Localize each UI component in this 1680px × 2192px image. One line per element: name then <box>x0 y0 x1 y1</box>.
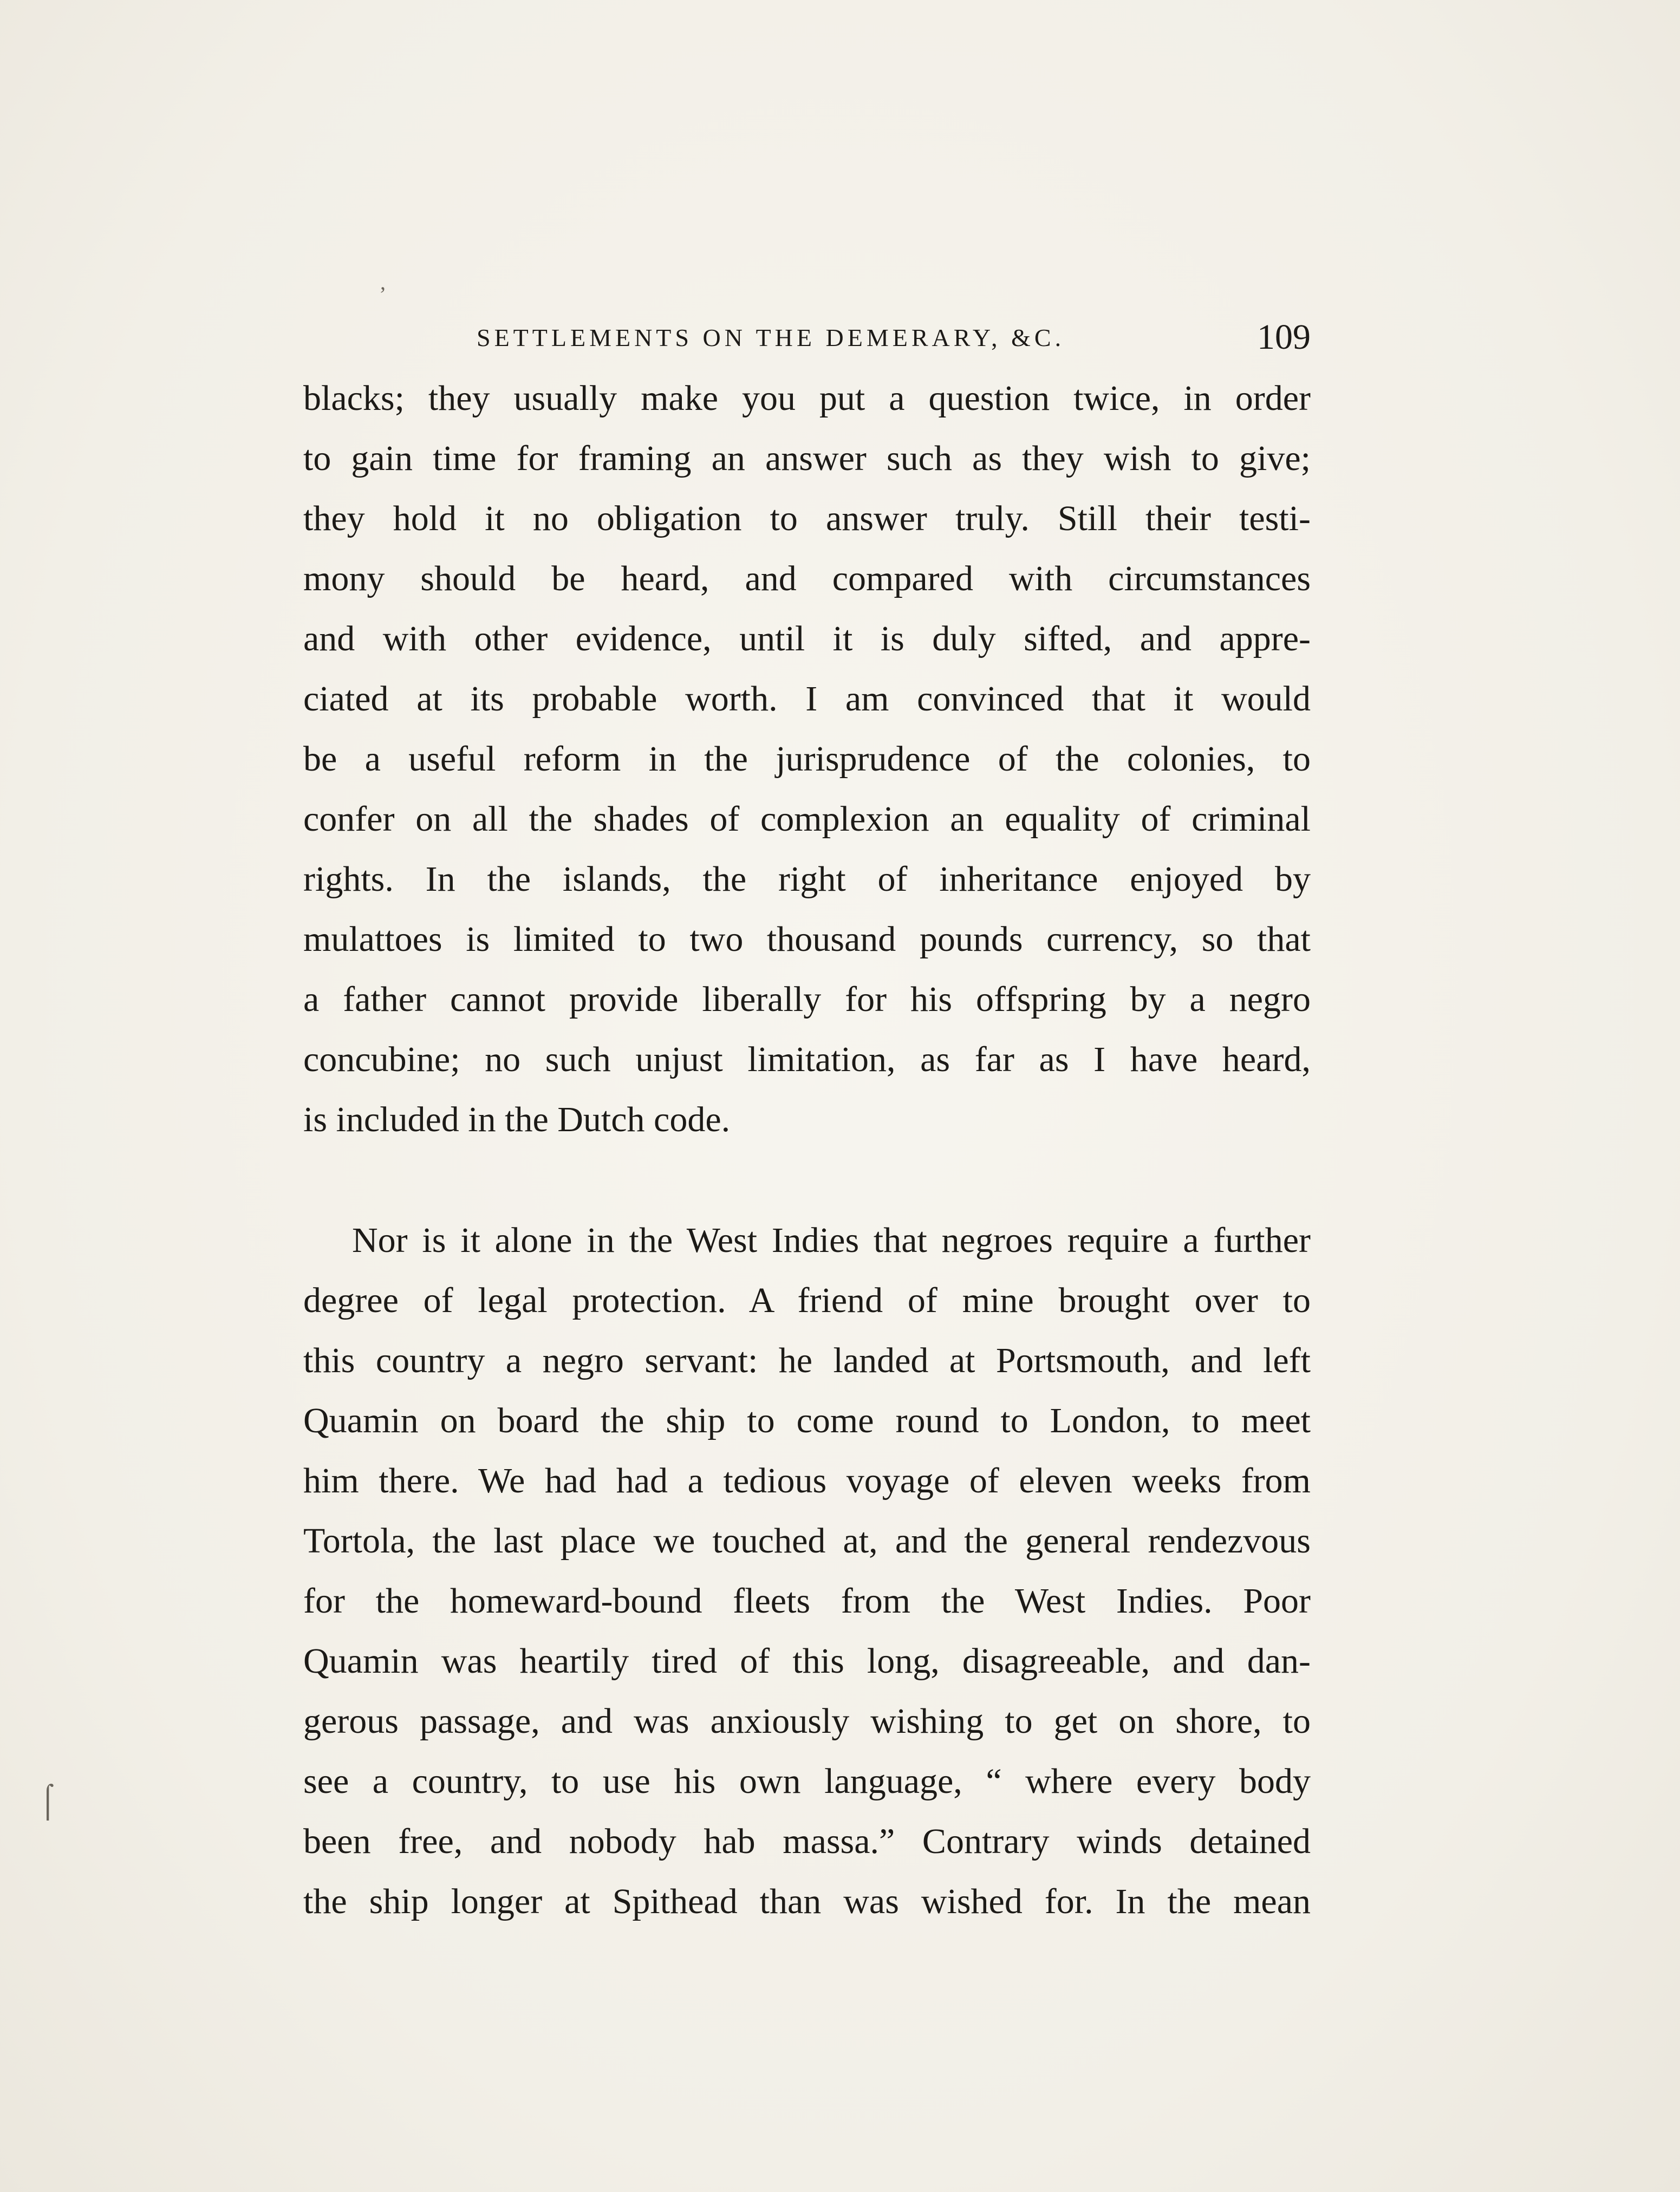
text-line: degree of legal protection. A friend of mine brought over to <box>303 1281 1311 1320</box>
paper-mark: ⌠ <box>38 1782 58 1818</box>
text-line: Nor is it alone in the West Indies that negroes require a further <box>352 1221 1311 1260</box>
text-line: Tortola, the last place we touched at, and the general rendezvous <box>303 1521 1311 1561</box>
text-line: been free, and nobody hab massa.” Contrary winds detained <box>303 1822 1311 1861</box>
text-line: and with other evidence, until it is duly sifted, and appre- <box>303 619 1311 658</box>
text-line: for the homeward-bound fleets from the West Indies. Poor <box>303 1581 1311 1621</box>
text-line: gerous passage, and was anxiously wishing to get on shore, to <box>303 1701 1311 1741</box>
paper-speck: ’ <box>379 282 387 306</box>
text-line: concubine; no such unjust limitation, as far as I have heard, <box>303 1040 1311 1079</box>
text-line: the ship longer at Spithead than was wished for. In the mean <box>303 1882 1311 1921</box>
text-line: confer on all the shades of complexion an equality of criminal <box>303 799 1311 839</box>
text-line: Quamin was heartily tired of this long, disagreeable, and dan- <box>303 1641 1311 1681</box>
text-line: rights. In the islands, the right of inheritance enjoyed by <box>303 859 1311 899</box>
text-line: this country a negro servant: he landed at Portsmouth, and left <box>303 1341 1311 1380</box>
text-line: him there. We had had a tedious voyage of eleven weeks from <box>303 1461 1311 1501</box>
text-line: is included in the Dutch code. <box>303 1100 731 1139</box>
text-line: to gain time for framing an answer such as they wish to give; <box>303 439 1311 478</box>
text-line: they hold it no obligation to answer truly. Still their testi- <box>303 499 1311 538</box>
text-line: Quamin on board the ship to come round to London, to meet <box>303 1401 1311 1440</box>
paragraph-1 <box>303 368 1311 1150</box>
paragraph-gap <box>303 1150 1311 1210</box>
text-line: blacks; they usually make you put a question twice, in order <box>303 379 1311 418</box>
text-line: mony should be heard, and compared with circumstances <box>303 559 1311 598</box>
text-line: be a useful reform in the jurisprudence of the colonies, to <box>303 739 1311 779</box>
paragraph-2 <box>303 1210 1311 1932</box>
text-line: ciated at its probable worth. I am convinced that it would <box>303 679 1311 719</box>
text-line: mulattoes is limited to two thousand pounds currency, so that <box>303 919 1311 959</box>
running-header <box>303 317 1311 371</box>
text-line: a father cannot provide liberally for his offspring by a negro <box>303 980 1311 1019</box>
page-number: 109 <box>1257 317 1311 357</box>
text-line: see a country, to use his own language, “ where every body <box>303 1762 1311 1801</box>
running-title: SETTLEMENTS ON THE DEMERARY, &C. <box>477 324 1065 351</box>
body-text <box>303 368 1311 1932</box>
